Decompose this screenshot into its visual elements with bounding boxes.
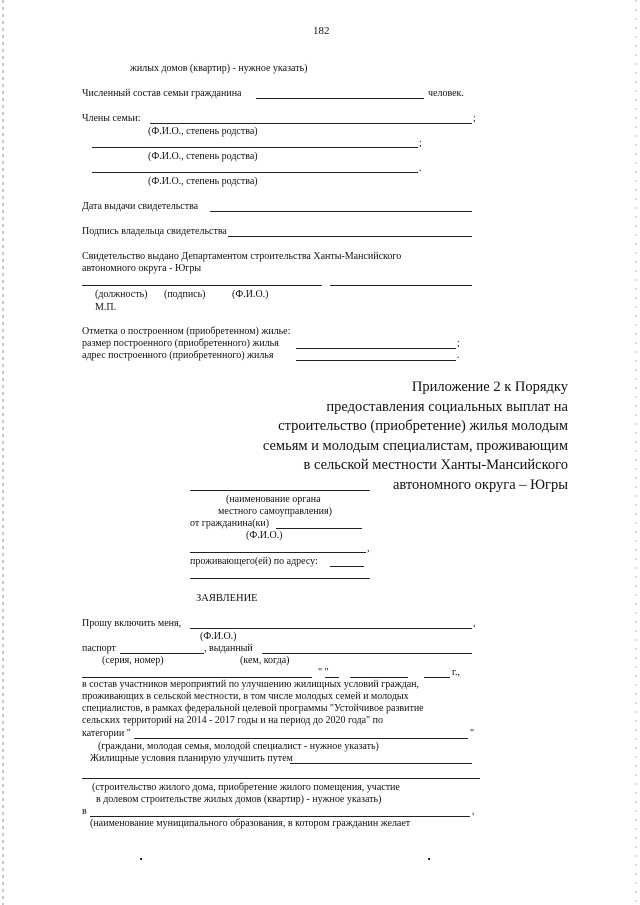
application-body-2: проживающих в сельской местности, в том числе молодых семей и молодых: [82, 691, 409, 702]
issued-by-line-1: Свидетельство выдано Департаментом строительства Ханты-Мансийского: [82, 251, 402, 262]
category-caption: (граждани, молодая семья, молодой специалист - нужное указать): [98, 741, 379, 752]
year-suffix: г.,: [452, 667, 460, 678]
address-field-1[interactable]: [330, 566, 364, 567]
period-2: .: [457, 350, 460, 361]
organ-caption-2: местного самоуправления): [218, 506, 332, 517]
category-quote-close: ": [470, 728, 475, 739]
passport-issuer-field[interactable]: [262, 653, 472, 654]
signature-caption: (подпись): [164, 289, 206, 300]
appendix-line-1: Приложение 2 к Порядку: [411, 379, 568, 395]
in-label: в: [82, 806, 87, 817]
semicolon-1: ;: [473, 113, 476, 124]
comma-3: ,: [472, 806, 475, 817]
category-field[interactable]: [134, 738, 468, 739]
improve-label: Жилищные условия планирую улучшить путем: [90, 753, 293, 764]
citizen-fio-caption: (Ф.И.О.): [246, 530, 283, 541]
comma-2: ,: [473, 618, 476, 629]
holder-signature-label: Подпись владельца свидетельства: [82, 226, 227, 237]
page-number: 182: [313, 25, 330, 37]
issue-year-field[interactable]: [424, 677, 450, 678]
fio-relation-caption-3: (Ф.И.О., степень родства): [148, 176, 258, 187]
issue-date-field[interactable]: [210, 211, 472, 212]
scan-edge-right: [635, 0, 637, 905]
category-label: категории ": [82, 728, 131, 739]
appendix-line-5: в сельской местности Ханты-Мансийского: [303, 457, 568, 473]
appendix-line-6: автономного округа – Югры: [392, 476, 568, 493]
housing-address-label: адрес построенного (приобретенного) жилья: [82, 350, 274, 361]
family-members-label: Члены семьи:: [82, 113, 141, 124]
application-body-4: сельских территорий на 2014 - 2017 годы и на период до 2020 года" по: [82, 715, 383, 726]
appendix-line-4: семьям и молодым специалистам, проживающим: [262, 437, 568, 454]
semicolon-3: ;: [457, 338, 460, 349]
appendix-header: [263, 378, 568, 495]
position-caption: (должность): [95, 289, 148, 300]
housing-size-label: размер построенного (приобретенного) жилья: [82, 338, 279, 349]
from-citizen-label: от гражданина(ки): [190, 518, 270, 529]
stamp-place: М.П.: [95, 302, 117, 313]
citizen-name-field-2[interactable]: [190, 552, 366, 553]
citizen-name-field[interactable]: [276, 528, 362, 529]
semicolon-2: ;: [419, 138, 422, 149]
organ-caption-1: (наименование органа: [226, 494, 321, 505]
applicant-name-field[interactable]: [190, 628, 472, 629]
family-member-field-1[interactable]: [150, 123, 472, 124]
persons-label: человек.: [428, 88, 464, 99]
family-count-field[interactable]: [256, 98, 424, 99]
housing-mark-label: Отметка о построенном (приобретенном) жилье:: [82, 326, 291, 337]
fio-relation-caption-1: (Ф.И.О., степень родства): [148, 126, 258, 137]
housing-size-field[interactable]: [296, 348, 456, 349]
period-1: .: [419, 163, 422, 174]
passport-number-field[interactable]: [120, 653, 204, 654]
municipality-field[interactable]: [90, 816, 470, 817]
improve-method-field-2[interactable]: [82, 778, 480, 779]
official-position-field[interactable]: [82, 285, 322, 286]
application-title: ЗАЯВЛЕНИЕ: [196, 593, 258, 604]
appendix-line-3: строительство (приобретение) жилья молодым: [278, 418, 568, 434]
issued-by-line-2: автономного округа - Югры: [82, 263, 202, 274]
application-body-3: специалистов, в рамках федеральной целевой программы "Устойчивое развитие: [82, 703, 424, 714]
appendix-line-2: предоставления социальных выплат на: [326, 398, 568, 415]
method-caption-1: (строительство жилого дома, приобретение жилого помещения, участие: [92, 782, 400, 793]
fio-relation-caption-2: (Ф.И.О., степень родства): [148, 151, 258, 162]
applicant-fio-caption: (Ф.И.О.): [200, 631, 237, 642]
application-body-1: в состав участников мероприятий по улучшению жилищных условий граждан,: [82, 679, 419, 690]
housing-address-field[interactable]: [296, 360, 456, 361]
method-caption-2: в долевом строительстве жилых домов (квартир) - нужное указать): [96, 794, 382, 805]
improve-method-field[interactable]: [290, 763, 472, 764]
issuer-cont-field[interactable]: [82, 677, 312, 678]
family-member-field-3[interactable]: [92, 172, 418, 173]
passport-label: паспорт: [82, 643, 116, 654]
organ-name-field[interactable]: [190, 490, 370, 491]
issue-date-label: Дата выдачи свидетельства: [82, 201, 199, 212]
scan-speck-2: [428, 858, 430, 860]
family-count-label: Численный состав семьи гражданина: [82, 88, 242, 99]
issue-day-field[interactable]: [325, 677, 339, 678]
holder-signature-field[interactable]: [228, 236, 472, 237]
scan-speck-1: [140, 858, 142, 860]
series-number-caption: (серия, номер): [102, 655, 164, 666]
by-whom-caption: (кем, когда): [240, 655, 290, 666]
scan-edge-left: [2, 0, 4, 905]
include-me-label: Прошу включить меня,: [82, 618, 182, 629]
issued-label: , выданный: [204, 643, 253, 654]
family-member-field-2[interactable]: [92, 147, 418, 148]
intro-line-1: жилых домов (квартир) - нужное указать): [130, 63, 308, 74]
issue-month-field[interactable]: [350, 677, 408, 678]
residing-label: проживающего(ей) по адресу:: [190, 556, 318, 567]
fio-caption: (Ф.И.О.): [232, 289, 269, 300]
comma-1: ,: [367, 543, 370, 554]
address-field-2[interactable]: [190, 578, 370, 579]
date-quotes: " ": [318, 667, 329, 678]
municipality-caption: (наименование муниципального образования, в котором гражданин желает: [90, 818, 411, 829]
official-fio-field[interactable]: [330, 285, 472, 286]
